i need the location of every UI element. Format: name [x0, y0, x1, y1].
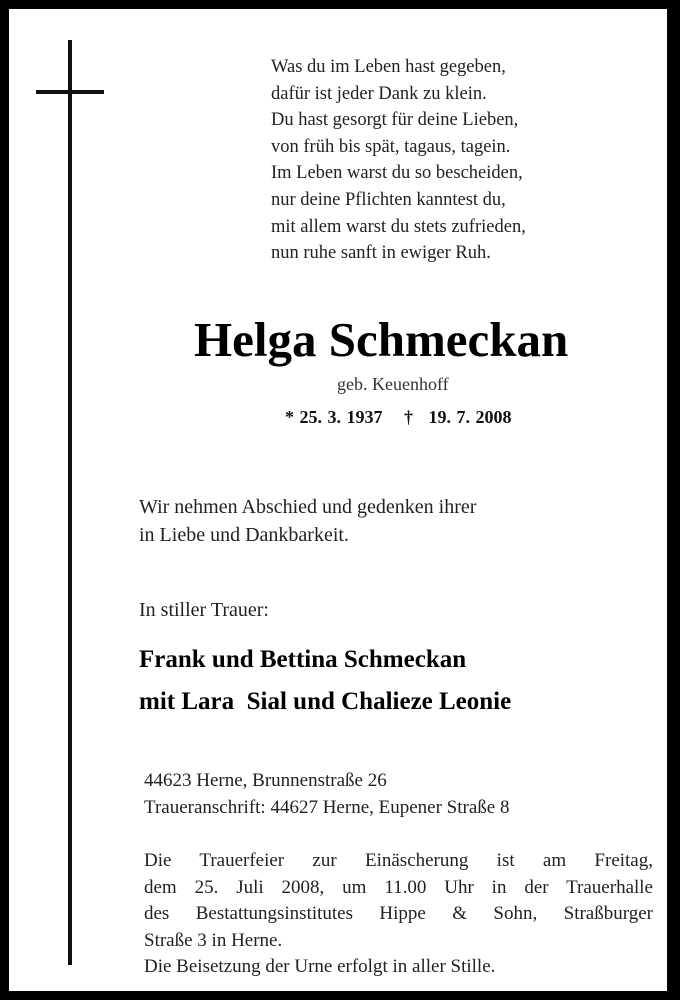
poem-line: Was du im Leben hast gegeben, — [271, 57, 506, 77]
cross-vertical-bar — [68, 40, 72, 965]
farewell-line: Wir nehmen Abschied und gedenken ihrer — [139, 496, 477, 518]
service-line: dem 25. Juli 2008, um 11.00 Uhr in der Trauerhalle — [144, 876, 653, 898]
obituary-card — [9, 9, 667, 991]
poem-line: dafür ist jeder Dank zu klein. — [271, 83, 487, 104]
life-dates — [285, 407, 512, 428]
poem-line: mit allem warst du stets zufrieden, — [271, 216, 526, 237]
family-names — [139, 639, 511, 723]
service-line: Die Beisetzung der Urne erfolgt in aller Stille. — [144, 956, 496, 977]
service-line: Die Trauerfeier zur Einäscherung ist am Freitag, — [144, 850, 653, 871]
poem — [271, 54, 526, 267]
poem-line: nun ruhe sanft in ewiger Ruh. — [271, 243, 491, 264]
maiden-name: geb. Keuenhoff — [337, 374, 449, 394]
deceased-name: Helga Schmeckan — [194, 312, 569, 367]
birth-date: 25. 3. 1937 — [299, 407, 383, 427]
poem-line: von früh bis spät, tagaus, tagein. — [271, 136, 511, 157]
farewell-text — [139, 493, 476, 549]
mourning-label: In stiller Trauer: — [139, 599, 269, 621]
poem-line: Im Leben warst du so bescheiden, — [271, 163, 523, 184]
address-block — [144, 768, 509, 821]
address-line: 44623 Herne, Brunnenstraße 26 — [144, 770, 387, 791]
family-line: mit Lara Sial und Chalieze Leonie — [139, 688, 512, 715]
death-dagger-icon: † — [404, 407, 413, 427]
death-date: 19. 7. 2008 — [428, 407, 512, 427]
poem-line: Du hast gesorgt für deine Lieben, — [271, 110, 519, 131]
family-line: Frank und Bettina Schmeckan — [139, 646, 467, 673]
poem-line: nur deine Pflichten kanntest du, — [271, 189, 506, 210]
service-info — [144, 848, 653, 981]
cross-horizontal-bar — [36, 90, 104, 94]
birth-star-icon: * — [285, 407, 294, 427]
farewell-line: in Liebe und Dankbarkeit. — [139, 524, 349, 546]
service-line: Straße 3 in Herne. — [144, 929, 283, 951]
address-line: Traueranschrift: 44627 Herne, Eupener Straße 8 — [144, 796, 510, 818]
service-line: des Bestattungsinstitutes Hippe & Sohn, Straßburger — [144, 903, 653, 924]
